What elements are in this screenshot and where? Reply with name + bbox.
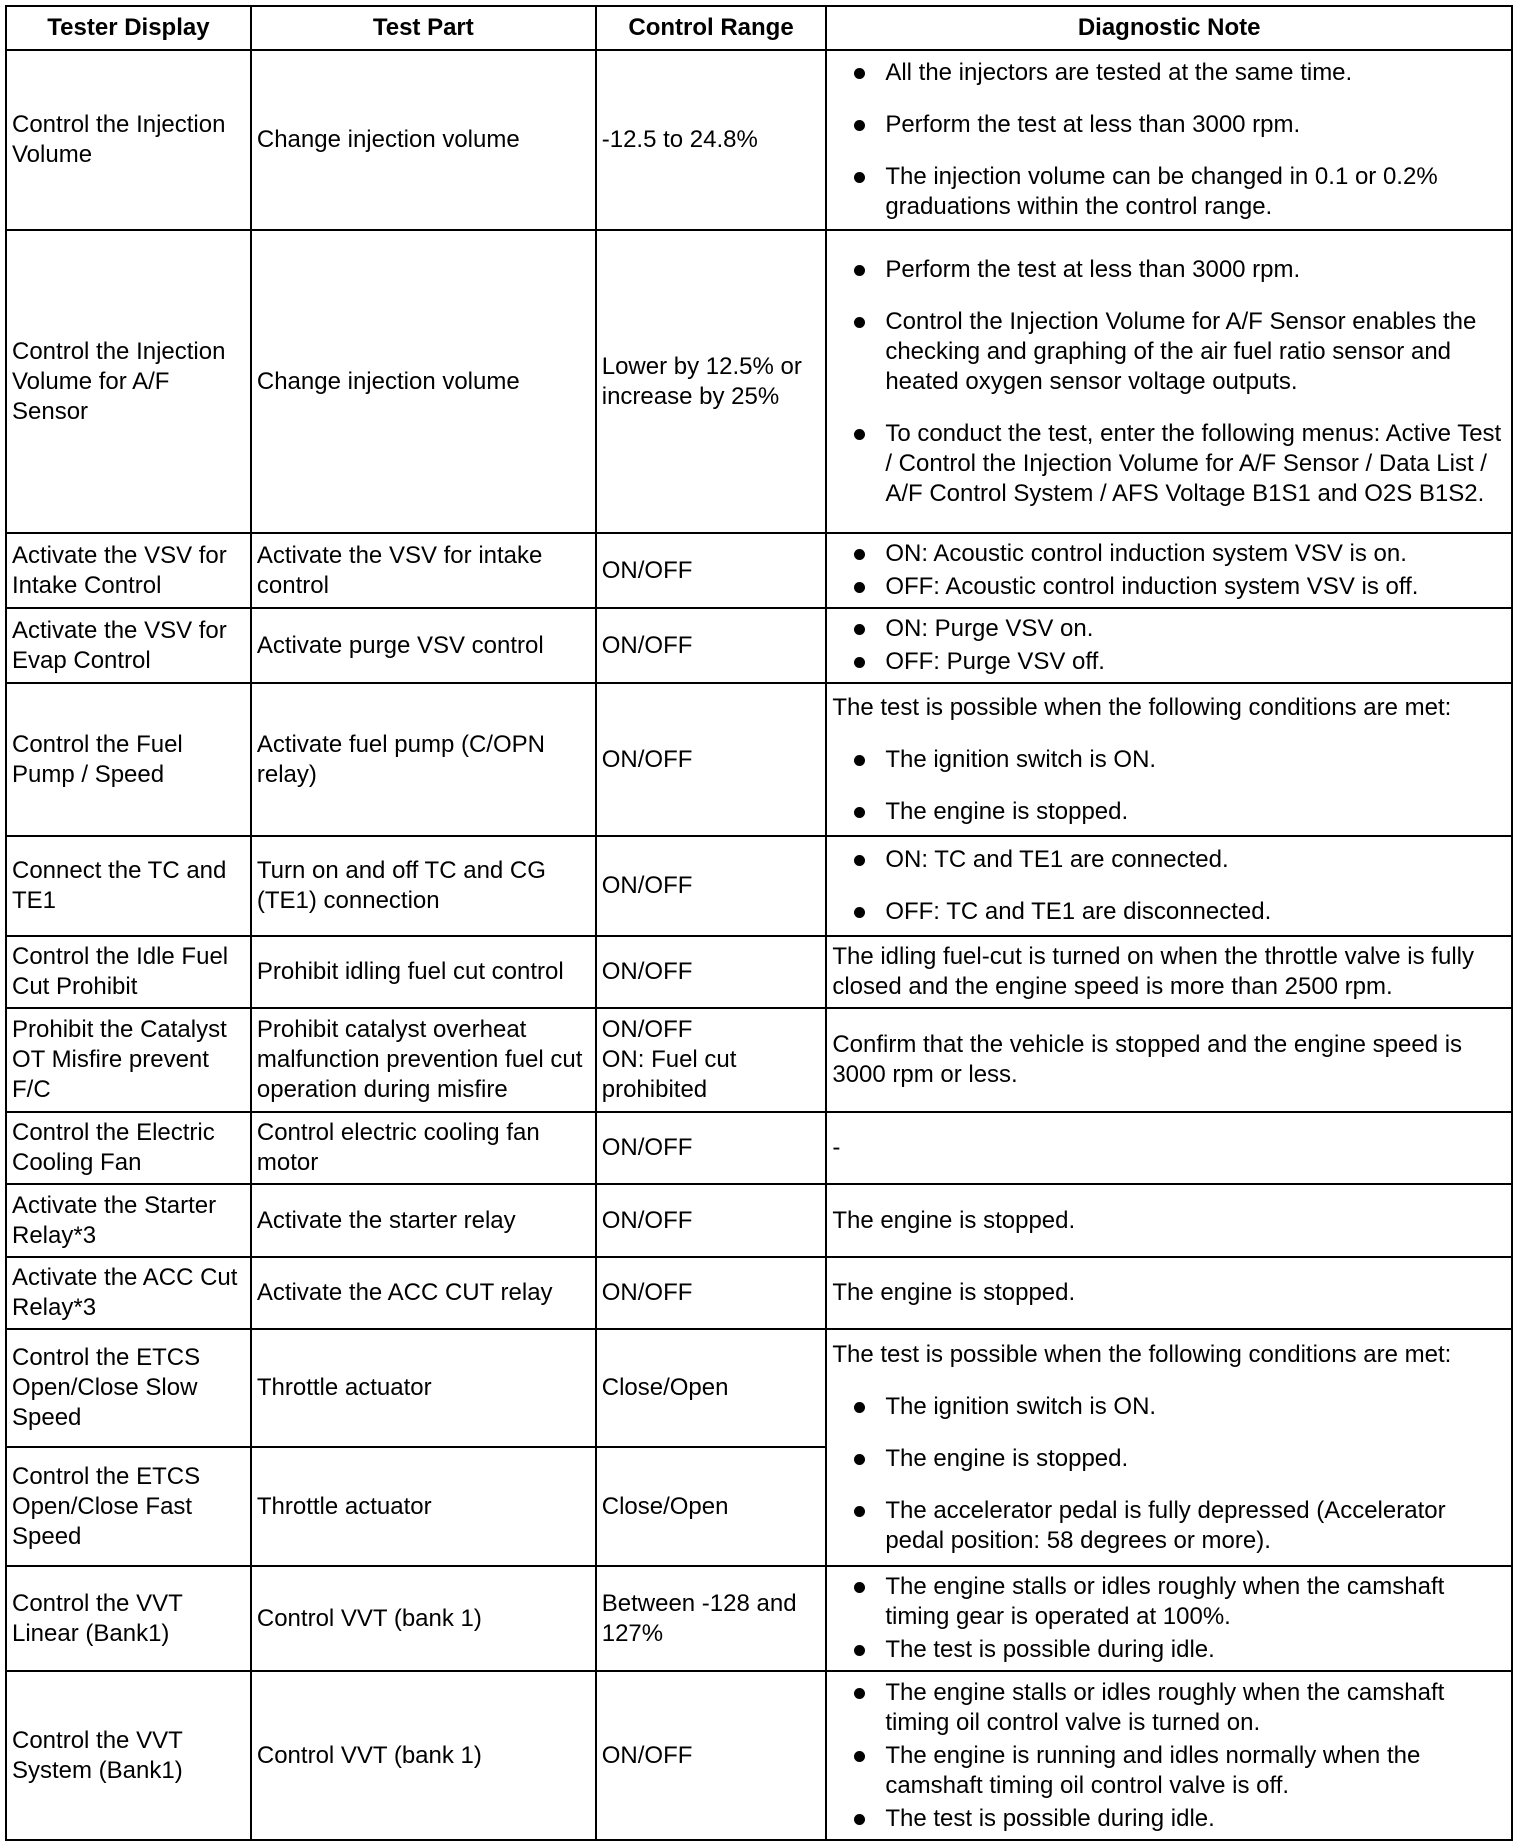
header-tester-display: Tester Display (6, 6, 251, 50)
diagnostic-note-cell (826, 608, 1512, 683)
table-row (6, 50, 1512, 230)
test-part-cell: Change injection volume (251, 50, 596, 230)
test-part-cell: Change injection volume (251, 230, 596, 533)
test-part-cell: Activate purge VSV control (251, 608, 596, 683)
control-range-cell: Close/Open (596, 1447, 827, 1566)
control-range-cell: ON/OFF (596, 533, 827, 608)
test-part-cell: Activate the starter relay (251, 1184, 596, 1257)
diagnostic-note-cell: The engine is stopped. (826, 1257, 1512, 1329)
table-row (6, 230, 1512, 533)
note-item: The engine is stopped. (832, 1444, 1506, 1474)
note-item: The test is possible during idle. (832, 1804, 1506, 1834)
tester-display-cell: Control the Injection Volume (6, 50, 251, 230)
diagnostic-note-cell (826, 533, 1512, 608)
diagnostic-note-cell (826, 1329, 1512, 1566)
note-intro: The test is possible when the following conditions are met: (832, 1340, 1452, 1368)
test-part-cell: Control VVT (bank 1) (251, 1671, 596, 1840)
control-range-cell: ON/OFF (596, 936, 827, 1008)
tester-display-cell: Control the Fuel Pump / Speed (6, 683, 251, 836)
table-row (6, 836, 1512, 936)
tester-display-cell: Connect the TC and TE1 (6, 836, 251, 936)
control-range-value: ON/OFF (601, 1016, 693, 1043)
control-range-cell: Lower by 12.5% or increase by 25% (596, 230, 827, 533)
tester-display-cell: Activate the VSV for Intake Control (6, 533, 251, 608)
tester-display-cell: Activate the VSV for Evap Control (6, 608, 251, 683)
header-control-range: Control Range (596, 6, 827, 50)
note-item: OFF: Purge VSV off. (832, 647, 1506, 677)
control-range-cell: Close/Open (596, 1329, 827, 1447)
control-range-cell: ON/OFF (596, 836, 827, 936)
diagnostic-note-cell: The idling fuel-cut is turned on when the throttle valve is fully closed and the engine speed is more than 2500 rpm. (826, 936, 1512, 1008)
test-part-cell: Throttle actuator (251, 1447, 596, 1566)
note-item: Perform the test at less than 3000 rpm. (832, 255, 1506, 285)
diagnostic-note-cell (826, 1566, 1512, 1671)
header-diagnostic-note: Diagnostic Note (826, 6, 1512, 50)
test-part-cell: Throttle actuator (251, 1329, 596, 1447)
table-row (6, 1329, 1512, 1447)
control-range-cell: ON/OFF (596, 1671, 827, 1840)
test-part-cell: Turn on and off TC and CG (TE1) connection (251, 836, 596, 936)
note-item: The engine stalls or idles roughly when the camshaft timing gear is operated at 100%. (832, 1572, 1506, 1632)
diagnostic-note-cell: The engine is stopped. (826, 1184, 1512, 1257)
table-row (6, 1566, 1512, 1671)
table-row (6, 683, 1512, 836)
control-range-cell: ON/OFF (596, 1112, 827, 1184)
test-part-cell: Activate fuel pump (C/OPN relay) (251, 683, 596, 836)
active-test-table (5, 5, 1513, 1841)
note-item: All the injectors are tested at the same time. (832, 58, 1506, 88)
note-item: ON: TC and TE1 are connected. (832, 845, 1506, 875)
control-range-cell (596, 1008, 827, 1112)
control-range-cell: Between -128 and 127% (596, 1566, 827, 1671)
diagnostic-note-cell (826, 1671, 1512, 1840)
table-row (6, 936, 1512, 1008)
diagnostic-note-cell (826, 683, 1512, 836)
tester-display-cell: Activate the ACC Cut Relay*3 (6, 1257, 251, 1329)
tester-display-cell: Control the ETCS Open/Close Fast Speed (6, 1447, 251, 1566)
table-header-row (6, 6, 1512, 50)
tester-display-cell: Prohibit the Catalyst OT Misfire prevent F/C (6, 1008, 251, 1112)
test-part-cell: Prohibit idling fuel cut control (251, 936, 596, 1008)
diagnostic-note-cell (826, 230, 1512, 533)
test-part-cell: Activate the VSV for intake control (251, 533, 596, 608)
note-item: The engine is running and idles normally when the camshaft timing oil control valve is off. (832, 1741, 1506, 1801)
note-item: ON: Purge VSV on. (832, 614, 1506, 644)
note-item: The ignition switch is ON. (832, 745, 1506, 775)
tester-display-cell: Control the VVT Linear (Bank1) (6, 1566, 251, 1671)
test-part-cell: Control electric cooling fan motor (251, 1112, 596, 1184)
note-item: The ignition switch is ON. (832, 1392, 1506, 1422)
tester-display-cell: Activate the Starter Relay*3 (6, 1184, 251, 1257)
control-range-cell: -12.5 to 24.8% (596, 50, 827, 230)
note-item: The test is possible during idle. (832, 1635, 1506, 1665)
note-item: The engine is stopped. (832, 797, 1506, 827)
note-item: To conduct the test, enter the following menus: Active Test / Control the Injection Volume for A/F Sensor / Data List / A/F Control System / AFS Voltage B1S1 and O2S B1S2. (832, 419, 1506, 509)
note-item: OFF: Acoustic control induction system VSV is off. (832, 572, 1506, 602)
control-range-cell: ON/OFF (596, 1257, 827, 1329)
note-item: Perform the test at less than 3000 rpm. (832, 110, 1506, 140)
tester-display-cell: Control the Electric Cooling Fan (6, 1112, 251, 1184)
table-row (6, 1671, 1512, 1840)
note-item: ON: Acoustic control induction system VSV is on. (832, 539, 1506, 569)
note-item: OFF: TC and TE1 are disconnected. (832, 897, 1506, 927)
table-row (6, 1008, 1512, 1112)
tester-display-cell: Control the VVT System (Bank1) (6, 1671, 251, 1840)
control-range-cell: ON/OFF (596, 683, 827, 836)
tester-display-cell: Control the Idle Fuel Cut Prohibit (6, 936, 251, 1008)
table-row (6, 1112, 1512, 1184)
tester-display-cell: Control the Injection Volume for A/F Sensor (6, 230, 251, 533)
note-intro: The test is possible when the following conditions are met: (832, 693, 1452, 721)
tester-display-cell: Control the ETCS Open/Close Slow Speed (6, 1329, 251, 1447)
note-item: Control the Injection Volume for A/F Sensor enables the checking and graphing of the air fuel ratio sensor and heated oxygen sensor voltage outputs. (832, 307, 1506, 397)
note-item: The injection volume can be changed in 0.1 or 0.2% graduations within the control range. (832, 162, 1506, 222)
test-part-cell: Control VVT (bank 1) (251, 1566, 596, 1671)
table-row (6, 533, 1512, 608)
control-range-detail: ON: Fuel cut prohibited (601, 1046, 737, 1103)
table-row (6, 1257, 1512, 1329)
test-part-cell: Prohibit catalyst overheat malfunction prevention fuel cut operation during misfire (251, 1008, 596, 1112)
diagnostic-note-cell (826, 50, 1512, 230)
table-row (6, 608, 1512, 683)
table-row (6, 1184, 1512, 1257)
note-item: The accelerator pedal is fully depressed (Accelerator pedal position: 58 degrees or more). (832, 1496, 1506, 1556)
diagnostic-note-cell (826, 836, 1512, 936)
test-part-cell: Activate the ACC CUT relay (251, 1257, 596, 1329)
control-range-cell: ON/OFF (596, 608, 827, 683)
diagnostic-note-cell: - (826, 1112, 1512, 1184)
diagnostic-note-cell: Confirm that the vehicle is stopped and the engine speed is 3000 rpm or less. (826, 1008, 1512, 1112)
header-test-part: Test Part (251, 6, 596, 50)
note-item: The engine stalls or idles roughly when the camshaft timing oil control valve is turned on. (832, 1678, 1506, 1738)
control-range-cell: ON/OFF (596, 1184, 827, 1257)
